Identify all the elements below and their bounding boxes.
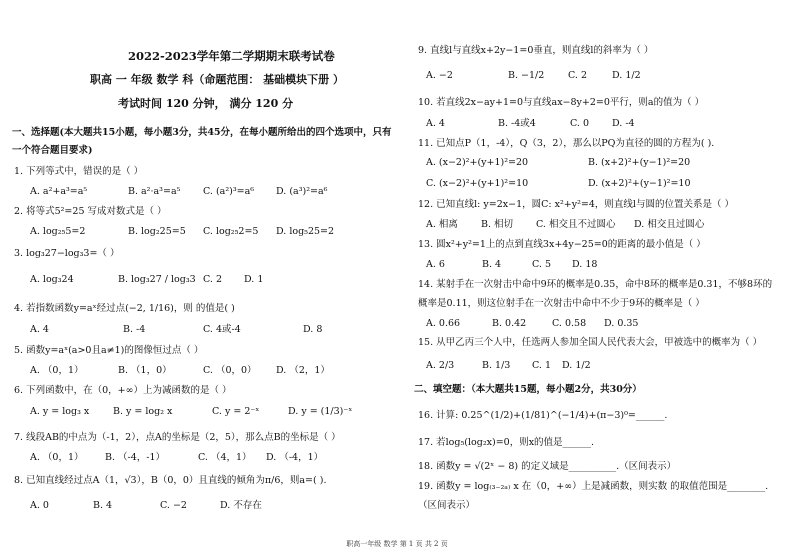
option[interactable]: A. 4 <box>426 118 445 129</box>
option[interactable]: D. log₅25=2 <box>276 226 335 237</box>
option[interactable]: C. (x−2)²+(y+1)²=10 <box>426 178 529 189</box>
option[interactable]: B. −1/2 <box>508 70 545 81</box>
option[interactable]: A. 6 <box>426 259 445 270</box>
exam-title: 2022-2023学年第二学期期末联考试卷 <box>128 49 335 63</box>
option[interactable]: A. a²+a³=a⁵ <box>30 186 88 197</box>
option[interactable]: A. 相离 <box>426 219 458 230</box>
option[interactable]: C. 2 <box>203 274 223 285</box>
exam-subtitle: 职高 一 年级 数学 科（命题范围： 基础模块下册 ） <box>90 73 344 86</box>
question-stem: 9. 直线l与直线x+2y−1=0垂直，则直线l的斜率为（ ） <box>418 45 654 56</box>
fill-question-cont: （区间表示） <box>418 500 476 511</box>
question-stem: 10. 若直线2x−ay+1=0与直线ax−8y+2=0平行，则a的值为（ ） <box>418 97 705 108</box>
question-stem: 7. 线段AB的中点为（-1，2），点A的坐标是（2，5），那么点B的坐标是（ ） <box>14 432 341 443</box>
option[interactable]: D. 1/2 <box>612 70 641 81</box>
option[interactable]: B. log₃27 / log₃3 <box>118 274 196 285</box>
exam-time-line: 考试时间 120 分钟， 满分 120 分 <box>118 97 294 110</box>
option[interactable]: D. （-4，1） <box>266 452 324 463</box>
option[interactable]: A. （0，1） <box>30 365 84 376</box>
option[interactable]: A. (x−2)²+(y+1)²=20 <box>426 157 529 168</box>
option[interactable]: D. 8 <box>303 324 323 335</box>
question-stem: 5. 函数y=aˣ(a>0且a≠1)的图像恒过点（ ） <box>14 345 204 356</box>
option[interactable]: B. 4 <box>482 259 502 270</box>
question-stem: 13. 圆x²+y²=1上的点到直线3x+4y−25=0的距离的最小值是（ ） <box>418 239 706 250</box>
fill-question: 18. 函数y = √(2ˣ − 8) 的定义域是__________.（区间表示） <box>418 461 677 472</box>
option[interactable]: A. 4 <box>30 324 49 335</box>
option[interactable]: C. 1 <box>532 360 552 371</box>
option[interactable]: B. y = log₂ x <box>113 406 173 417</box>
option[interactable]: C. y = 2⁻ˣ <box>212 406 260 417</box>
option[interactable]: A. −2 <box>426 70 453 81</box>
question-stem: 6. 下列函数中，在（0，+∞）上为减函数的是（ ） <box>14 385 232 396</box>
option[interactable]: A. 0.66 <box>426 318 461 329</box>
option[interactable]: D. -4 <box>612 118 635 129</box>
option[interactable]: A. log₃24 <box>30 274 74 285</box>
option[interactable]: C. （0，0） <box>203 365 257 376</box>
option[interactable]: C. −2 <box>160 500 187 511</box>
fill-question: 17. 若log₅(log₂x)=0，则x的值是______. <box>418 437 595 448</box>
question-stem-cont: 概率是0.11，则这位射手在一次射击中命中不少于9环的概率是（ ） <box>418 298 705 309</box>
option[interactable]: C. （4，1） <box>198 452 252 463</box>
option[interactable]: B. log₂25=5 <box>128 226 186 237</box>
option[interactable]: C. 相交且不过圆心 <box>536 219 616 230</box>
option[interactable]: C. 2 <box>568 70 588 81</box>
option[interactable]: D. 1/2 <box>562 360 591 371</box>
option[interactable]: A. log₂₅5=2 <box>30 226 86 237</box>
option[interactable]: D. (a³)²=a⁶ <box>276 186 328 197</box>
option[interactable]: C. 4或-4 <box>203 324 241 335</box>
option[interactable]: B. 0.42 <box>492 318 527 329</box>
question-stem: 12. 已知直线l: y=2x−1，圆C: x²+y²=4，则直线l与圆的位置关系是（ ） <box>418 199 734 210</box>
option[interactable]: B. a²·a³=a⁵ <box>128 186 181 197</box>
section1-heading-cont: 一个符合题目要求) <box>12 145 93 156</box>
option[interactable]: B. -4 <box>123 324 146 335</box>
fill-question: 16. 计算: 0.25^(1/2)+(1/81)^(−1/4)+(π−3)⁰=______. <box>418 410 668 421</box>
option[interactable]: C. 5 <box>532 259 552 270</box>
option[interactable]: B. -4或4 <box>498 118 536 129</box>
option[interactable]: C. 0.58 <box>552 318 587 329</box>
section1-heading: 一、选择题(本大题共15小题，每小题3分，共45分，在每小题所给出的四个选项中，只有 <box>12 127 392 138</box>
option[interactable]: D. y = (1/3)⁻ˣ <box>288 406 353 417</box>
option[interactable]: C. log₂₅2=5 <box>203 226 259 237</box>
question-stem: 8. 已知直线经过点A（1，√3），B（0，0）且直线的倾角为π/6，则a=( ). <box>14 475 327 486</box>
page-footer: 职高一年级 数学 第 1 页 共 2 页 <box>346 540 448 548</box>
option[interactable]: C. (a²)³=a⁶ <box>203 186 255 197</box>
option[interactable]: C. 0 <box>570 118 590 129</box>
option[interactable]: D. 18 <box>572 259 598 270</box>
question-stem: 11. 已知点P（1，-4），Q（3，2），那么以PQ为直径的圆的方程为( ). <box>418 138 715 149</box>
option[interactable]: A. （0，1） <box>30 452 84 463</box>
section2-heading: 二、填空题：（本大题共15题，每小题2分，共30分） <box>414 384 642 395</box>
option[interactable]: B. 4 <box>93 500 113 511</box>
option[interactable]: D. 不存在 <box>220 500 262 511</box>
question-stem: 15. 从甲乙丙三个人中，任选两人参加全国人民代表大会，甲被选中的概率为（ ） <box>418 337 763 348</box>
question-stem: 3. log₃27−log₃3=（ ） <box>14 248 120 259</box>
option[interactable]: A. 0 <box>30 500 49 511</box>
question-stem: 14. 某射手在一次射击中命中9环的概率是0.35，命中8环的概率是0.31，不够8环的 <box>418 279 773 290</box>
option[interactable]: D. 1 <box>244 274 264 285</box>
question-stem: 4. 若指数函数y=aˣ经过点(−2, 1/16)，则 的值是( ) <box>14 303 235 314</box>
option[interactable]: D. （2，1） <box>276 365 330 376</box>
option[interactable]: B. 1/3 <box>482 360 511 371</box>
option[interactable]: A. y = log₃ x <box>30 406 90 417</box>
option[interactable]: A. 2/3 <box>426 360 455 371</box>
option[interactable]: D. 0.35 <box>604 318 639 329</box>
option[interactable]: B. （-4，-1） <box>105 452 166 463</box>
option[interactable]: D. 相交且过圆心 <box>634 219 705 230</box>
option[interactable]: B. (x+2)²+(y−1)²=20 <box>588 157 691 168</box>
option[interactable]: D. (x+2)²+(y−1)²=10 <box>588 178 691 189</box>
fill-question: 19. 函数y = log₍₃₋₂ₐ₎ x 在（0，+∞）上是减函数，则实数 的取值范围是________. <box>418 481 769 492</box>
option[interactable]: B. 相切 <box>481 219 514 230</box>
question-stem: 2. 将等式5²=25 写成对数式是（ ） <box>14 206 167 217</box>
question-stem: 1. 下列等式中，错误的是（ ） <box>14 166 144 177</box>
option[interactable]: B. （1，0） <box>118 365 172 376</box>
